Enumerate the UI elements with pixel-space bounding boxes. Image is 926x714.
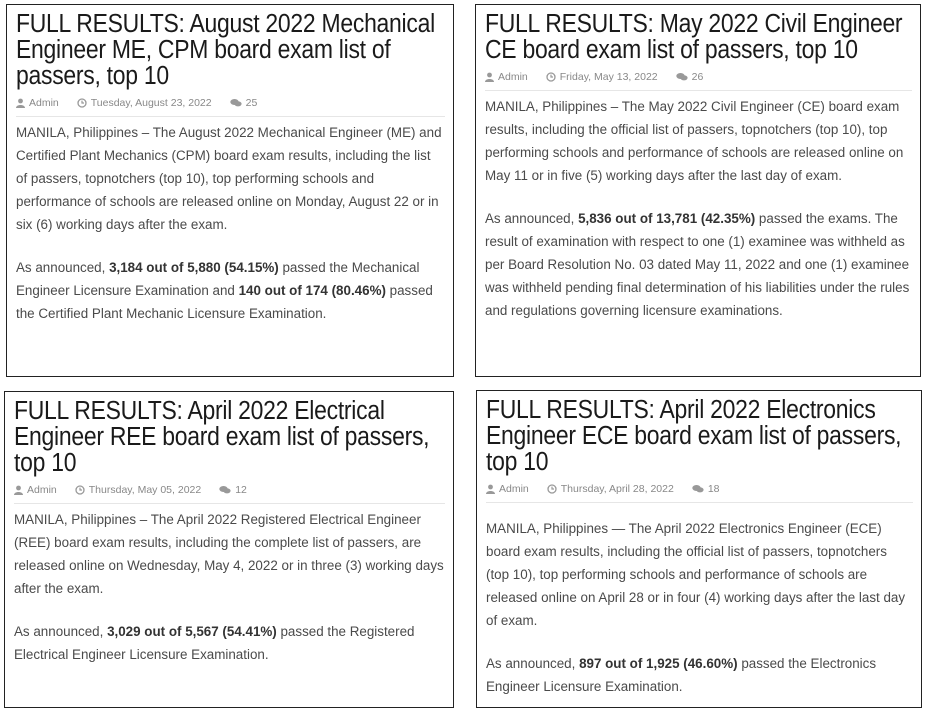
article-meta xyxy=(16,95,445,117)
user-icon xyxy=(16,98,25,108)
post-date: Tuesday, August 23, 2022 xyxy=(90,97,212,109)
author-link[interactable]: Admin xyxy=(498,71,528,83)
clock-icon xyxy=(546,72,556,82)
article-card-electronics xyxy=(476,390,922,708)
author-link[interactable]: Admin xyxy=(29,97,59,109)
text-segment: As announced, xyxy=(485,211,579,226)
passers-stat: 5,836 out of 13,781 (42.35%) xyxy=(578,211,756,226)
text-segment: passed the Electronics Engineer Licensure Examination. xyxy=(486,656,877,694)
excerpt-paragraph-2 xyxy=(14,620,445,666)
article-excerpt xyxy=(485,95,912,322)
text-segment: passed the Certified Plant Mechanic Licensure Examination. xyxy=(16,283,433,321)
passers-stat: 140 out of 174 (80.46%) xyxy=(238,283,386,298)
passers-stat: 3,184 out of 5,880 (54.15%) xyxy=(109,260,279,275)
comments-icon xyxy=(692,484,704,494)
text-segment: passed the Registered Electrical Engineer Licensure Examination. xyxy=(14,624,415,662)
article-excerpt xyxy=(16,121,445,325)
comments-icon xyxy=(219,485,231,495)
article-card-electrical xyxy=(4,391,454,708)
user-icon xyxy=(14,485,23,495)
clock-icon xyxy=(547,484,557,494)
article-title[interactable]: FULL RESULTS: April 2022 Electronics Engineer ECE board exam list of passers, top 10 xyxy=(486,396,902,476)
article-card-civil xyxy=(475,4,921,377)
text-segment: passed the exams. The result of examination with respect to one (1) examinee was withheld as per Board Resolution No. 03 dated May 11, 2022 and one (1) examinee was withheld pending final determination of his liabilities under the rules and regulations governing licensure examinations. xyxy=(485,211,910,318)
article-title[interactable]: FULL RESULTS: August 2022 Mechanical Engineer ME, CPM board exam list of passers, top 10 xyxy=(16,10,435,90)
article-meta xyxy=(486,481,913,503)
excerpt-paragraph-1: MANILA, Philippines – The May 2022 Civil Engineer (CE) board exam results, including the official list of passers, topnotchers (top 10), top performing schools and performance of schools are released online on May 11 or in five (5) working days after the last day of exam. xyxy=(485,99,904,183)
comments-icon xyxy=(676,72,688,82)
excerpt-paragraph-1: MANILA, Philippines – The April 2022 Registered Electrical Engineer (REE) board exam results, including the complete list of passers, are released online on Wednesday, May 4, 2022 or in three (3) working days after the exam. xyxy=(14,512,444,596)
comment-count[interactable]: 18 xyxy=(707,483,720,495)
author-link[interactable]: Admin xyxy=(499,483,529,495)
excerpt-paragraph-2 xyxy=(486,652,913,698)
clock-icon xyxy=(77,98,87,108)
text-segment: As announced, xyxy=(486,656,580,671)
excerpt-paragraph-1: MANILA, Philippines – The August 2022 Mechanical Engineer (ME) and Certified Plant Mechanics (CPM) board exam results, including the list of passers, topnotchers (top 10), top performing schools and performance of schools are released online on Monday, August 22 or in six (6) working days after the exam. xyxy=(16,125,442,232)
article-title[interactable]: FULL RESULTS: April 2022 Electrical Engineer REE board exam list of passers, top 10 xyxy=(14,397,430,477)
article-meta xyxy=(14,482,445,504)
text-segment: passed the Mechanical Engineer Licensure Examination and xyxy=(16,260,420,298)
comment-count[interactable]: 12 xyxy=(235,484,247,496)
author-link[interactable]: Admin xyxy=(27,484,57,496)
excerpt-paragraph-2 xyxy=(485,207,912,322)
passers-stat: 897 out of 1,925 (46.60%) xyxy=(579,656,738,671)
article-excerpt xyxy=(14,508,445,666)
post-date: Thursday, April 28, 2022 xyxy=(560,483,674,495)
article-meta xyxy=(485,69,912,91)
user-icon xyxy=(486,484,495,494)
comment-count[interactable]: 25 xyxy=(245,97,258,109)
text-segment: As announced, xyxy=(16,260,110,275)
text-segment: As announced, xyxy=(14,624,108,639)
post-date: Thursday, May 05, 2022 xyxy=(88,484,202,496)
excerpt-paragraph-1: MANILA, Philippines — The April 2022 Electronics Engineer (ECE) board exam results, including the official list of passers, topnotchers (top 10), top performing schools and performance of schools are released online on April 28 or in four (4) working days after the last day of exam. xyxy=(486,521,906,628)
post-date: Friday, May 13, 2022 xyxy=(559,71,658,83)
comment-count[interactable]: 26 xyxy=(691,71,704,83)
comments-icon xyxy=(230,98,242,108)
article-excerpt xyxy=(486,517,913,698)
clock-icon xyxy=(75,485,85,495)
user-icon xyxy=(485,72,494,82)
article-title[interactable]: FULL RESULTS: May 2022 Civil Engineer CE board exam list of passers, top 10 xyxy=(485,10,903,64)
passers-stat: 3,029 out of 5,567 (54.41%) xyxy=(107,624,277,639)
article-card-mechanical xyxy=(6,4,454,377)
excerpt-paragraph-2 xyxy=(16,256,445,325)
